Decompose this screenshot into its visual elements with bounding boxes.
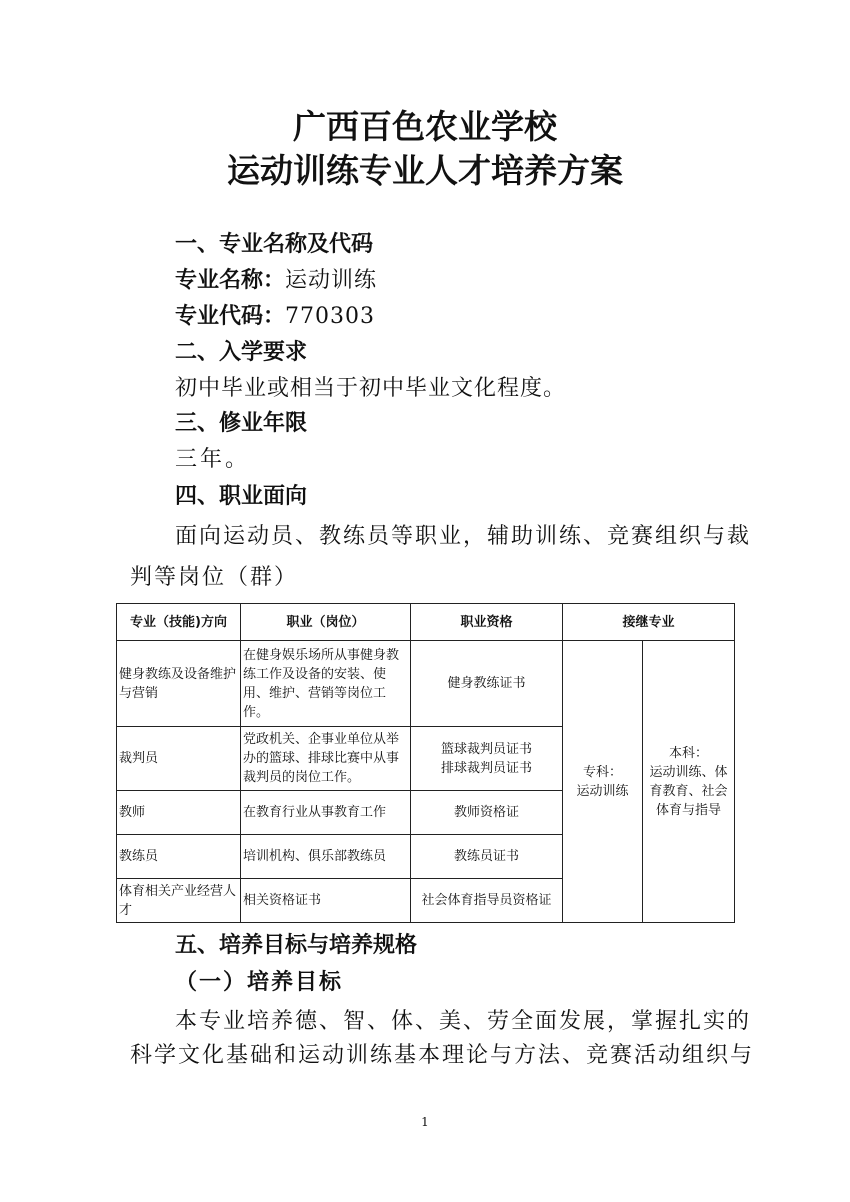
table-cell-job: 培训机构、俱乐部教练员 — [241, 835, 411, 879]
table-cell-cert: 教师资格证 — [411, 791, 563, 835]
page-number: 1 — [421, 1115, 429, 1129]
page-title-line1: 广西百色农业学校 — [293, 107, 557, 146]
continuation-zhuanke-value: 运动训练 — [576, 783, 629, 799]
section2-heading: 二、入学要求 — [175, 340, 308, 365]
section3-heading: 三、修业年限 — [175, 411, 308, 436]
table-cell-cert — [411, 727, 563, 791]
major-code-line — [175, 302, 375, 332]
page-title-line2: 运动训练专业人才培养方案 — [227, 151, 623, 190]
table-cell-cert-line1: 篮球裁判员证书 — [440, 741, 532, 757]
goal-para-line1: 本专业培养德、智、体、美、劳全面发展，掌握扎实的 — [175, 1009, 752, 1034]
table-header-row — [117, 604, 735, 641]
table-cell-cert: 社会体育指导员资格证 — [411, 879, 563, 923]
duration-text: 三年。 — [175, 447, 251, 472]
major-code-label: 专业代码： — [175, 304, 286, 329]
continuation-zhuanke-cell — [563, 641, 643, 923]
major-name-value: 运动训练 — [285, 268, 378, 293]
section5-heading: 五、培养目标与培养规格 — [175, 933, 418, 958]
table-cell-cert: 教练员证书 — [411, 835, 563, 879]
major-name-label: 专业名称： — [175, 268, 286, 293]
goal-para-line2: 科学文化基础和运动训练基本理论与方法、竞赛活动组织与 — [130, 1043, 755, 1068]
occupation-table — [116, 603, 735, 923]
table-cell-direction: 教练员 — [117, 835, 241, 879]
table-cell-cert: 健身教练证书 — [411, 641, 563, 727]
table-header-job: 职业（岗位） — [241, 604, 411, 641]
continuation-zhuanke-label: 专科： — [582, 764, 622, 780]
table-cell-direction: 健身教练及设备维护与营销 — [117, 641, 241, 727]
table-cell-job: 在健身娱乐场所从事健身教练工作及设备的安装、使用、维护、营销等岗位工作。 — [241, 641, 411, 727]
table-cell-cert-line2: 排球裁判员证书 — [440, 760, 532, 776]
section4-heading: 四、职业面向 — [175, 484, 308, 509]
table-header-continuation: 接继专业 — [563, 604, 735, 641]
table-row — [117, 641, 735, 727]
section5-sub1-heading: （一）培养目标 — [175, 970, 344, 995]
major-code-value: 770303 — [285, 304, 375, 329]
continuation-benke-cell — [643, 641, 735, 923]
table-header-direction: 专业（技能)方向 — [117, 604, 241, 641]
continuation-benke-value: 运动训练、体育教育、社会体育与指导 — [649, 764, 728, 818]
table-cell-job: 在教育行业从事教育工作 — [241, 791, 411, 835]
section1-heading: 一、专业名称及代码 — [175, 232, 374, 257]
table-cell-direction: 体育相关产业经营人才 — [117, 879, 241, 923]
occupation-para-line1: 面向运动员、教练员等职业，辅助训练、竞赛组织与裁 — [175, 524, 752, 549]
major-name-line — [175, 266, 377, 296]
table-cell-direction: 裁判员 — [117, 727, 241, 791]
admission-text: 初中毕业或相当于初中毕业文化程度。 — [175, 376, 567, 401]
table-cell-job: 党政机关、企事业单位从举办的篮球、排球比赛中从事裁判员的岗位工作。 — [241, 727, 411, 791]
table-header-cert: 职业资格 — [411, 604, 563, 641]
occupation-para-line2: 判等岗位（群） — [130, 565, 299, 590]
continuation-benke-label: 本科： — [669, 745, 709, 761]
table-cell-direction: 教师 — [117, 791, 241, 835]
table-cell-job: 相关资格证书 — [241, 879, 411, 923]
